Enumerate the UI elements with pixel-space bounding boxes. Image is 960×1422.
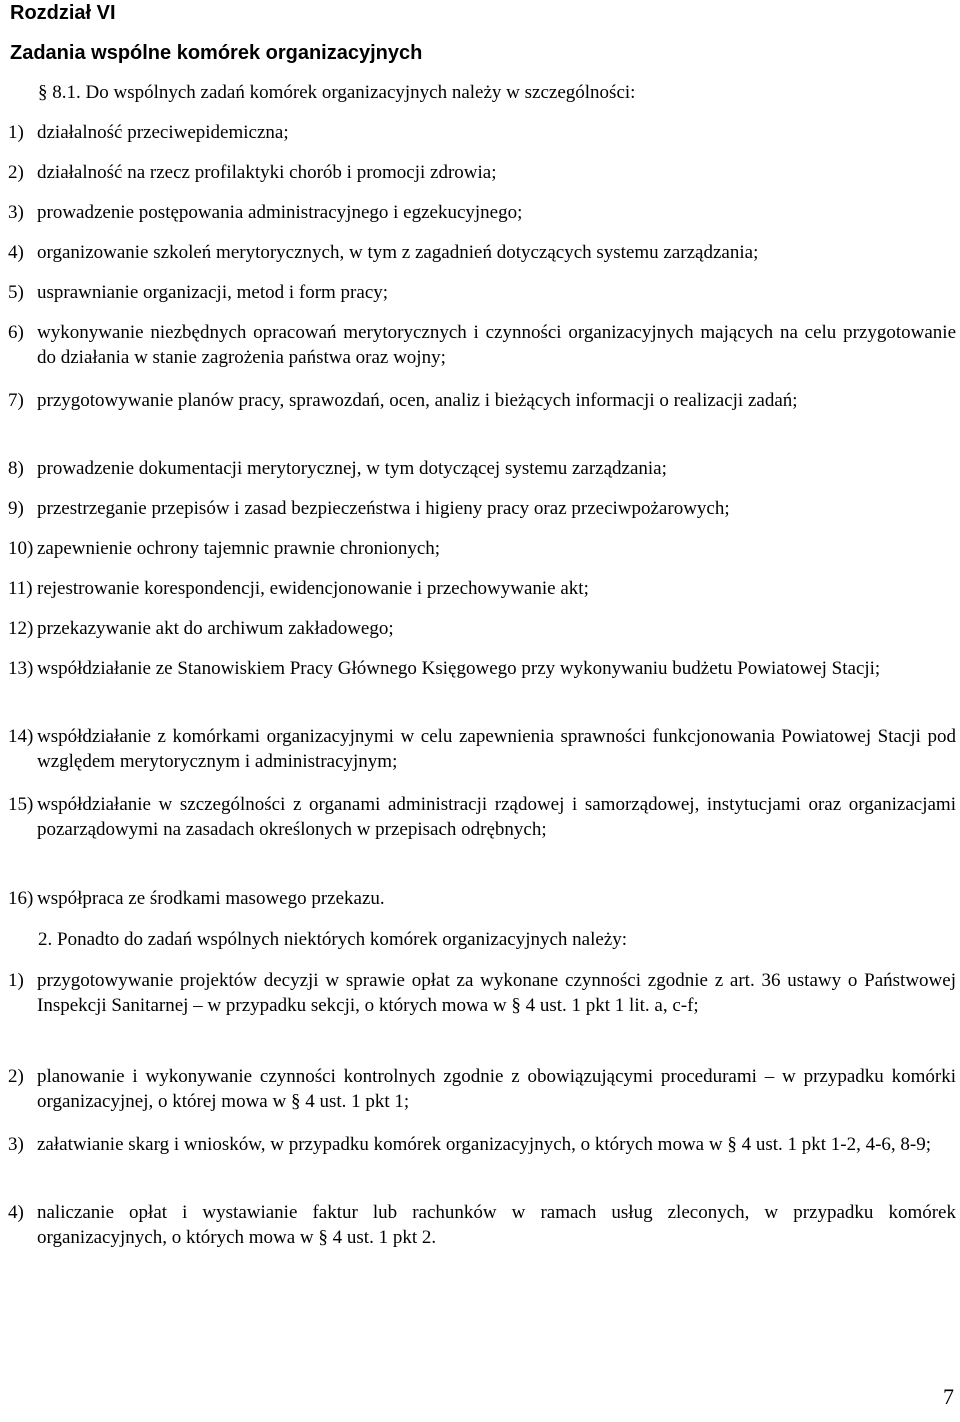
list-item — [8, 240, 956, 265]
list-item — [8, 616, 956, 641]
list-item-number: 5) — [8, 282, 24, 303]
chapter-title: Zadania wspólne komórek organizacyjnych — [10, 42, 423, 64]
section-1-intro: § 8.1. Do wspólnych zadań komórek organizacyjnych należy w szczególności: — [38, 82, 636, 103]
list-item-text: organizowanie szkoleń merytorycznych, w tym z zagadnień dotyczących systemu zarządzania; — [37, 242, 759, 263]
list-item-text: współpraca ze środkami masowego przekazu. — [37, 888, 385, 909]
list-item-text: współdziałanie z komórkami organizacyjnymi w celu zapewnienia sprawności funkcjonowania Powiatowej Stacji pod względem merytorycznym i administracyjnym; — [37, 726, 956, 772]
list-item — [8, 1064, 956, 1114]
list-item — [8, 200, 956, 225]
list-item-text: współdziałanie w szczególności z organami administracji rządowej i samorządowej, instytucjami oraz organizacjami pozarządowymi na zasadach określonych w przepisach odrębnych; — [37, 794, 956, 840]
list-item-number: 10) — [8, 538, 34, 559]
list-item-text: naliczanie opłat i wystawianie faktur lub rachunków w ramach usług zleconych, w przypadku komórek organizacyjnych, o których mowa w § 4 ust. 1 pkt 2. — [37, 1202, 956, 1248]
list-item-text: załatwianie skarg i wniosków, w przypadku komórek organizacyjnych, o których mowa w § 4 ust. 1 pkt 1-2, 4-6, 8-9; — [37, 1134, 932, 1155]
list-item-text: współdziałanie ze Stanowiskiem Pracy Głównego Księgowego przy wykonywaniu budżetu Powiatowej Stacji; — [37, 658, 881, 679]
section-2-intro: 2. Ponadto do zadań wspólnych niektórych komórek organizacyjnych należy: — [38, 929, 628, 950]
list-item-text: prowadzenie dokumentacji merytorycznej, w tym dotyczącej systemu zarządzania; — [37, 458, 667, 479]
list-item-number: 1) — [8, 970, 24, 991]
list-item-text: przekazywanie akt do archiwum zakładowego; — [37, 618, 394, 639]
list-item-number: 11) — [8, 578, 33, 599]
list-item — [8, 160, 956, 185]
list-item-number: 4) — [8, 242, 24, 263]
list-item-number: 13) — [8, 658, 34, 679]
list-item-number: 2) — [8, 162, 24, 183]
list-item-text: przygotowywanie planów pracy, sprawozdań, ocen, analiz i bieżących informacji o realizacji zadań; — [37, 390, 798, 411]
page-number: 7 — [943, 1384, 954, 1409]
list-item — [8, 1132, 956, 1157]
list-item-number: 7) — [8, 390, 24, 411]
list-item-number: 1) — [8, 122, 24, 143]
list-item-number: 12) — [8, 618, 34, 639]
list-item — [8, 968, 956, 1018]
list-item-text: przestrzeganie przepisów i zasad bezpieczeństwa i higieny pracy oraz przeciwpożarowych; — [37, 498, 730, 519]
list-item — [8, 536, 956, 561]
list-item-text: przygotowywanie projektów decyzji w sprawie opłat za wykonane czynności zgodnie z art. 36 ustawy o Państwowej Inspekcji Sanitarnej – w przypadku sekcji, o których mowa w § 4 ust. 1 pkt 1 lit. a, c-f; — [37, 970, 956, 1016]
list-item — [8, 388, 956, 413]
list-item-number: 2) — [8, 1066, 24, 1087]
list-item-number: 6) — [8, 322, 24, 343]
list-item — [8, 320, 956, 370]
list-item — [8, 792, 956, 842]
list-item — [8, 724, 956, 774]
chapter-heading: Rozdział VI — [10, 2, 116, 24]
list-item — [8, 1200, 956, 1250]
list-item — [8, 120, 956, 145]
list-item-text: planowanie i wykonywanie czynności kontrolnych zgodnie z obowiązującymi procedurami – w przypadku komórki organizacyjnej, o której mowa w § 4 ust. 1 pkt 1; — [37, 1066, 956, 1112]
list-item-text: działalność na rzecz profilaktyki chorób i promocji zdrowia; — [37, 162, 497, 183]
list-item-number: 3) — [8, 202, 24, 223]
list-item — [8, 886, 956, 911]
list-item — [8, 496, 956, 521]
list-item-number: 4) — [8, 1202, 24, 1223]
list-item-number: 14) — [8, 726, 34, 747]
list-item-number: 8) — [8, 458, 24, 479]
list-item — [8, 456, 956, 481]
list-item-text: rejestrowanie korespondencji, ewidencjonowanie i przechowywanie akt; — [37, 578, 589, 599]
list-item-text: usprawnianie organizacji, metod i form pracy; — [37, 282, 389, 303]
list-item-text: zapewnienie ochrony tajemnic prawnie chronionych; — [37, 538, 441, 559]
list-item — [8, 576, 956, 601]
list-item-number: 16) — [8, 888, 34, 909]
list-item — [8, 656, 956, 681]
list-item-number: 9) — [8, 498, 24, 519]
list-item-text: wykonywanie niezbędnych opracowań merytorycznych i czynności organizacyjnych mających na celu przygotowanie do działania w stanie zagrożenia państwa oraz wojny; — [37, 322, 956, 368]
list-item — [8, 280, 956, 305]
list-item-number: 15) — [8, 794, 34, 815]
list-item-text: prowadzenie postępowania administracyjnego i egzekucyjnego; — [37, 202, 523, 223]
list-item-number: 3) — [8, 1134, 24, 1155]
list-item-text: działalność przeciwepidemiczna; — [37, 122, 289, 143]
